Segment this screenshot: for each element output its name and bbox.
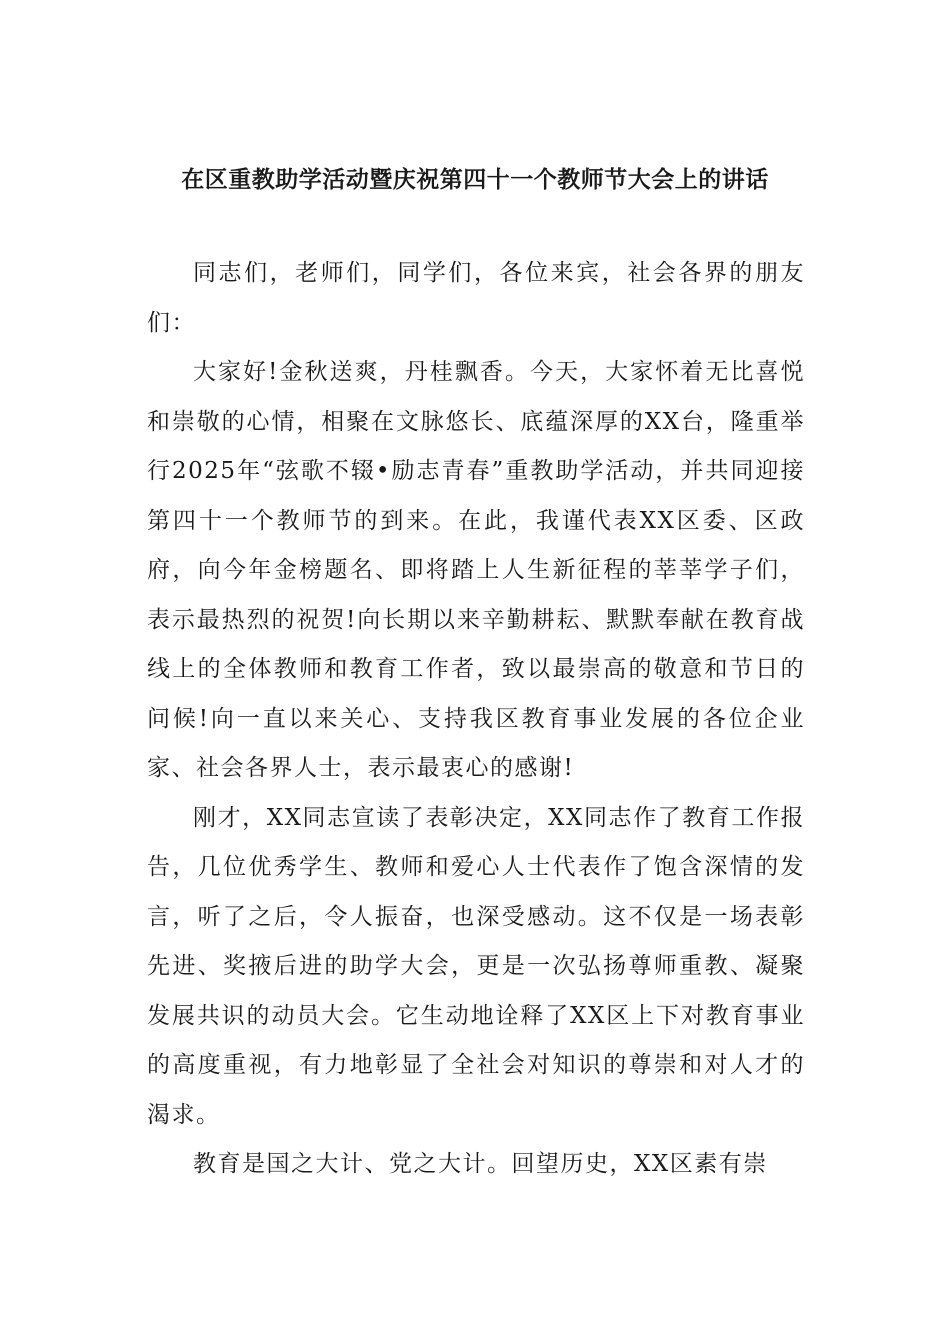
paragraph-review: 刚才，XX同志宣读了表彰决定，XX同志作了教育工作报告，几位优秀学生、教师和爱心人士代表作了饱含深情的发言，听了之后，令人振奋，也深受感动。这不仅是一场表彰先进、奖掖后进的助学大会，更是一次弘扬尊师重教、凝聚发展共识的动员大会。它生动地诠释了XX区上下对教育事业的高度重视，有力地彰显了全社会对知识的尊崇和对人才的渴求。 (147, 804, 805, 1128)
paragraph-greeting: 大家好!金秋送爽，丹桂飘香。今天，大家怀着无比喜悦和崇敬的心情，相聚在文脉悠长、底蕴深厚的XX台，隆重举行2025年“弦歌不辍•励志青春”重教助学活动，并共同迎接第四十一个教师节的到来。在此，我谨代表XX区委、区政府，向今年金榜题名、即将踏上人生新征程的莘莘学子们，表示最热烈的祝贺!向长期以来辛勤耕耘、默默奉献在教育战线上的全体教师和教育工作者，致以最崇高的敬意和节日的问候!向一直以来关心、支持我区教育事业发展的各位企业家、社会各界人士，表示最衷心的感谢! (147, 359, 805, 781)
paragraph-education: 教育是国之大计、党之大计。回望历史，XX区素有崇 (193, 1151, 768, 1177)
document-body (147, 249, 805, 1190)
paragraph-salutation: 同志们，老师们，同学们，各位来宾，社会各界的朋友们： (147, 260, 805, 336)
document-title: 在区重教助学活动暨庆祝第四十一个教师节大会上的讲话 (181, 166, 769, 193)
